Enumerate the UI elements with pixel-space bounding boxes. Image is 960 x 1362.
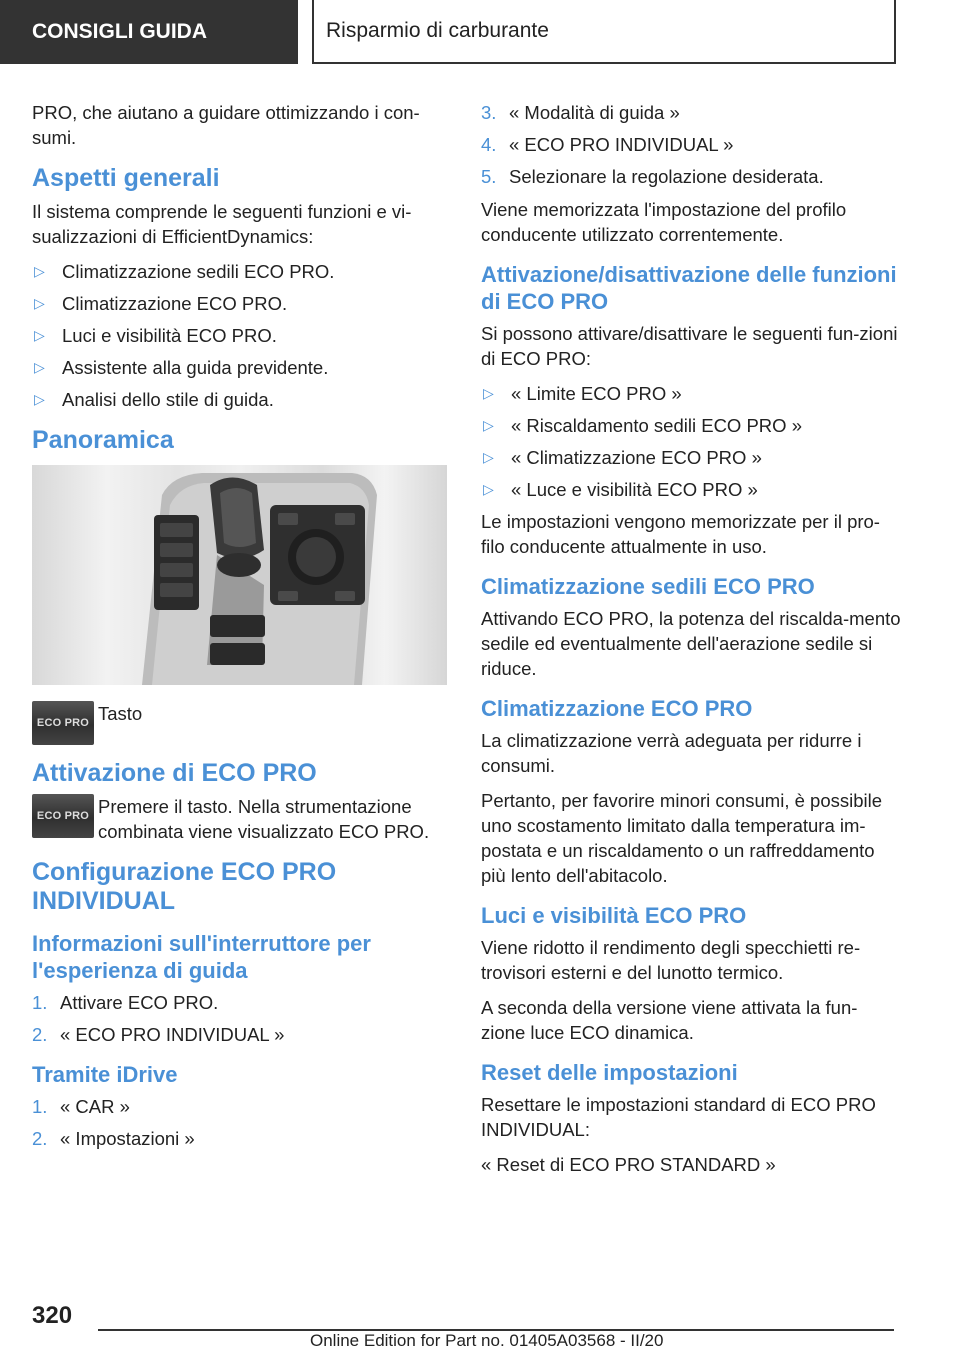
- heading-climatizzazione: Climatizzazione ECO PRO: [481, 696, 753, 721]
- list-item: 2. « Impostazioni »: [32, 1128, 195, 1149]
- triangle-bullet-icon: ▷: [483, 385, 494, 401]
- section-title: CONSIGLI GUIDA: [32, 20, 208, 43]
- reset-text-1: Resettare le impostazioni standard di ECO PRO INDIVIDUAL:: [481, 1094, 876, 1140]
- triangle-bullet-icon: ▷: [483, 481, 494, 497]
- list-item: 5. Selezionare la regolazione desiderata.: [481, 166, 824, 187]
- center-console-photo: [32, 465, 447, 685]
- list-item: 2. « ECO PRO INDIVIDUAL »: [32, 1024, 285, 1045]
- triangle-bullet-icon: ▷: [34, 359, 45, 375]
- list-item: 3. « Modalità di guida »: [481, 102, 680, 123]
- eco-pro-button-icon: ECO PRO: [32, 794, 94, 838]
- edition-text: Online Edition for Part no. 01405A03568 - II/20: [310, 1331, 664, 1350]
- list-item: ▷ Analisi dello stile di guida.: [34, 389, 274, 410]
- tasto-label: Tasto: [98, 703, 143, 724]
- left-column: [32, 100, 452, 1159]
- list-item: ▷ Assistente alla guida previdente.: [34, 357, 329, 378]
- attdis-text: Si possono attivare/disattivare le seguenti fun-zioni di ECO PRO:: [481, 323, 898, 369]
- triangle-bullet-icon: ▷: [34, 391, 45, 407]
- eco-pro-activation-row: [32, 794, 452, 844]
- clima-text-1: La climatizzazione verrà adeguata per ridurre i consumi.: [481, 730, 862, 776]
- list-item: 4. « ECO PRO INDIVIDUAL »: [481, 134, 734, 155]
- info-steps: [32, 990, 452, 1047]
- triangle-bullet-icon: ▷: [483, 417, 494, 433]
- triangle-bullet-icon: ▷: [34, 295, 45, 311]
- heading-panoramica: Panoramica: [32, 426, 174, 454]
- chapter-header: [312, 0, 896, 64]
- idrive-steps: [32, 1094, 452, 1151]
- list-item: ▷ Luci e visibilità ECO PRO.: [34, 325, 277, 346]
- aspetti-text: Il sistema comprende le seguenti funzioni e vi-sualizzazioni di EfficientDynamics:: [32, 201, 412, 247]
- heading-attivazione-disattivazione: Attivazione/disattivazione delle funzioni di ECO PRO: [481, 262, 897, 314]
- attdis-list: [481, 381, 901, 502]
- luci-text-1: Viene ridotto il rendimento degli specchietti re-trovisori esterni e del lunotto termico.: [481, 937, 861, 983]
- heading-climatizzazione-sedili: Climatizzazione sedili ECO PRO: [481, 574, 815, 599]
- list-item: ▷ Climatizzazione ECO PRO.: [34, 293, 288, 314]
- clima-text-2: Pertanto, per favorire minori consumi, è possibile uno scostamento limitato dalla temperatura im-postata e un riscaldamento o un raffreddamento più lento dell'abitacolo.: [481, 790, 883, 886]
- list-item: ▷ « Riscaldamento sedili ECO PRO »: [483, 415, 802, 436]
- page-number: 320: [32, 1302, 73, 1329]
- sedili-text: Attivando ECO PRO, la potenza del riscalda-mento sedile ed eventualmente dell'aerazione sedile si riduce.: [481, 608, 901, 679]
- section-tab: [0, 0, 298, 64]
- aspetti-list: [32, 259, 452, 412]
- heading-informazioni: Informazioni sull'interruttore per l'esperienza di guida: [32, 931, 371, 983]
- heading-luci-visibilita: Luci e visibilità ECO PRO: [481, 903, 747, 928]
- heading-reset: Reset delle impostazioni: [481, 1060, 738, 1085]
- idrive-steps-continued: [481, 100, 901, 189]
- eco-pro-button-icon: ECO PRO: [32, 701, 94, 745]
- luci-text-2: A seconda della versione viene attivata la fun-zione luce ECO dinamica.: [481, 997, 858, 1043]
- list-item: ▷ « Climatizzazione ECO PRO »: [483, 447, 762, 468]
- heading-tramite-idrive: Tramite iDrive: [32, 1062, 178, 1087]
- center-console-illustration: [32, 465, 447, 685]
- list-item: 1. « CAR »: [32, 1096, 130, 1117]
- list-item: ▷ « Limite ECO PRO »: [483, 383, 682, 404]
- attdis-note: Le impostazioni vengono memorizzate per il pro-filo conducente attualmente in uso.: [481, 511, 880, 557]
- reset-text-2: « Reset di ECO PRO STANDARD »: [481, 1154, 776, 1175]
- heading-aspetti-generali: Aspetti generali: [32, 164, 220, 192]
- attivazione-text: Premere il tasto. Nella strumentazione combinata viene visualizzato ECO PRO.: [98, 796, 430, 842]
- right-column: [481, 100, 901, 1187]
- list-item: 1. Attivare ECO PRO.: [32, 992, 219, 1013]
- triangle-bullet-icon: ▷: [34, 263, 45, 279]
- steps-note: Viene memorizzata l'impostazione del profilo conducente utilizzato correntemente.: [481, 199, 847, 245]
- intro-text: PRO, che aiutano a guidare ottimizzando i con-sumi.: [32, 102, 420, 148]
- triangle-bullet-icon: ▷: [483, 449, 494, 465]
- list-item: ▷ « Luce e visibilità ECO PRO »: [483, 479, 758, 500]
- heading-attivazione: Attivazione di ECO PRO: [32, 759, 317, 787]
- chapter-title: Risparmio di carburante: [326, 19, 549, 42]
- list-item: ▷ Climatizzazione sedili ECO PRO.: [34, 261, 335, 282]
- heading-configurazione: Configurazione ECO PRO INDIVIDUAL: [32, 858, 337, 915]
- eco-pro-button-row: [32, 701, 452, 745]
- triangle-bullet-icon: ▷: [34, 327, 45, 343]
